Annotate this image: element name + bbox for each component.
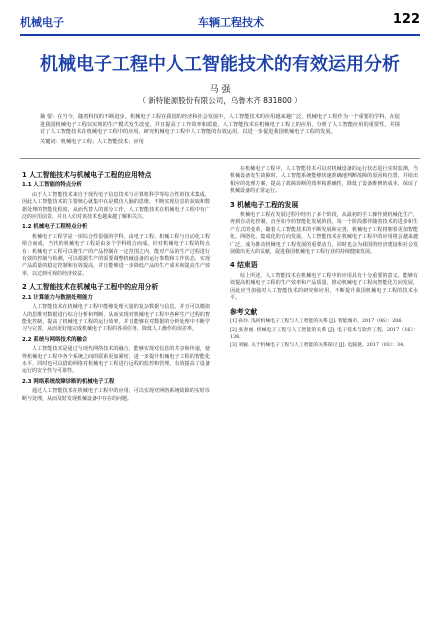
body-paragraph: 在机械电子工程中，人工智能技术可以对机械设备的运行状态进行实时监测，当机械设备发生故障时，人工智能系统能够快速准确地判断故障的原因和位置，并给出相应的处理方案，提高了故障诊断的效率和准确性，降低了设备维修的成本，保证了机械设备的正常运行。 <box>230 166 418 195</box>
body-paragraph: 由于人工智能技术来自于现代电子信息技术与计算机科学等综合性的技术集成，因此人工智能技术的主要核心就集中在是模仿人脑的思维，不断实现信息的获取和数据处理的智能化程度，从而代替人的部分工作，人工智能技术在机械电子工程中有广泛的应用前景，并且人们对该技术也越来越了解和关注。 <box>22 191 210 221</box>
body-paragraph: 通过人工智能技术在机械电子工程中的应用，可以实现对网络系统故障的实时诊断与处理，从而及时发现机械设备中存在的问题。 <box>22 388 210 402</box>
page-header <box>20 10 420 32</box>
reference-item: [2] 张春丽. 机械电子工程与人工智能的关系 [J]. 电子技术与软件工程，2017（16）：138. <box>230 327 418 340</box>
article-title: 机械电子工程中人工智能技术的有效运用分析 <box>40 54 400 75</box>
keywords: 关键词：机械电子工程；人工智能技术；应用 <box>40 139 144 145</box>
body-paragraph: 人工智能技术是通过与现代网络技术的融合，能够实现对信息的共享和传递，使得机械电子工程中各个系统之间的联系更加紧密，进一步提升机械电子工程的智能化水平，同时也可以借助网络对机械电子工程进行远程的监控和管理，有效提高了设备运行的安全性与可靠性。 <box>22 346 210 375</box>
subsection-heading: 1.2 机械电子工程特点分析 <box>22 224 88 231</box>
left-column <box>22 166 210 405</box>
subsection-heading: 1.1 人工智能的特点分析 <box>22 182 82 189</box>
section-heading: 2 人工智能技术在机械电子工程中的应用分析 <box>22 283 159 292</box>
author-name: 马 强 <box>209 85 231 95</box>
subsection-heading: 2.2 系统与网络技术的融合 <box>22 336 88 343</box>
body-paragraph: 人工智能技术在机械电子工程中能够处理大量的复杂数据与信息，并且可以模拟人的思维对数据进行综合分析和判断，从而实现对机械电子工程中各种生产过程的智能化控制，提高了机械电子工程的运行效率，并且能够在对数据的分析处理中不断学习与完善，从而更好地完成机械电子工程的各项任务，降低人工操作的误差率。 <box>22 304 210 333</box>
right-column <box>230 166 418 352</box>
body-paragraph: 机械电子工程在发展过程中经历了多个阶段，从最初的手工操作到机械化生产，再到自动化控制，直至如今的智能化发展阶段，每一个阶段都伴随着技术的进步和生产方式的变革。随着人工智能技术的不断发展和完善，机械电子工程将朝着更加智能化、网络化、集成化的方向发展，人工智能技术在机械电子工程中的应用将会越来越广泛，成为推动机械电子工程发展的重要动力，同时也会为我国的经济建设和社会发展做出更大的贡献，促进我国机械电子工程行业的持续健康发展。 <box>230 212 418 256</box>
body-paragraph: 机械电子工程学是一项综合性很强的学科，由电子工程、机械工程与自动化工程组合而成，当代的机械电子工程是由多个学科组合而成。针对机械电子工程的特点有：机械电子工程可以将生产的产品控制在一定范围之内，能对产品的生产过程进行有效的控制与检测，可以根据生产的需要调整机械设备的运行参数和工作状态，实现产品质量的稳定控制和有效提高，并且能够进一步降低产品的生产成本和提高生产效率，以达到可观的经济效益。 <box>22 233 210 277</box>
abstract: 摘 要：在当今，随着科技的不断进步，机械电子工程在我国的经济和社会发展中，人工智能技术的应用越来越广泛，机械电子工程作为一个重要的学科，在促进我国机械电子工程以实现的生产模式发生改变，并且提高了工作效率和质量，人工智能技术在机械电子工程上的应用，分析了人工智能应用的重要性，并探讨了人工智能技术在机械电子工程中的应用，研究机械电子工程中人工智能的有效运用，以进一步促进我国机械电子工程的发展。 <box>40 114 400 136</box>
page-number: 122 <box>392 12 420 27</box>
reference-item: [3] 刘颖. 关于机械电子工程与人工智能的关系探讨 [J]. 电脑迷，2017（03）：34. <box>230 343 405 349</box>
author-affiliation: （ 新特能源股份有限公司，乌鲁木齐 831800 ） <box>138 96 302 105</box>
subsection-heading: 2.3 网络系统故障诊断的机械电子工程 <box>22 378 115 385</box>
section-heading: 1 人工智能技术与机械电子工程的应用特点 <box>22 171 152 179</box>
section-heading: 参考文献 <box>230 307 258 316</box>
section-divider <box>20 158 420 159</box>
column-name: 车辆工程技术 <box>198 16 264 29</box>
body-paragraph: 综上所述，人工智能技术在机械电子工程中的应用具有十分重要的意义，能够有效提高机械电子工程的生产效率和产品质量，推动机械电子工程向智能化方向发展，因此应当加强对人工智能技术的研究和应用，不断提升我国机械电子工程的技术水平。 <box>230 272 418 302</box>
section-heading: 4 结束语 <box>230 261 258 270</box>
journal-name: 机械电子 <box>20 16 64 29</box>
subsection-heading: 2.1 计算能力与数据处理能力 <box>22 294 93 301</box>
header-rule <box>20 34 420 36</box>
reference-item: [1] 孙玲. 浅析机械电子工程与人工智能的关系 [J]. 智能城市，2017（06）：206. <box>230 318 403 324</box>
section-heading: 3 机械电子工程的发展 <box>230 200 299 209</box>
